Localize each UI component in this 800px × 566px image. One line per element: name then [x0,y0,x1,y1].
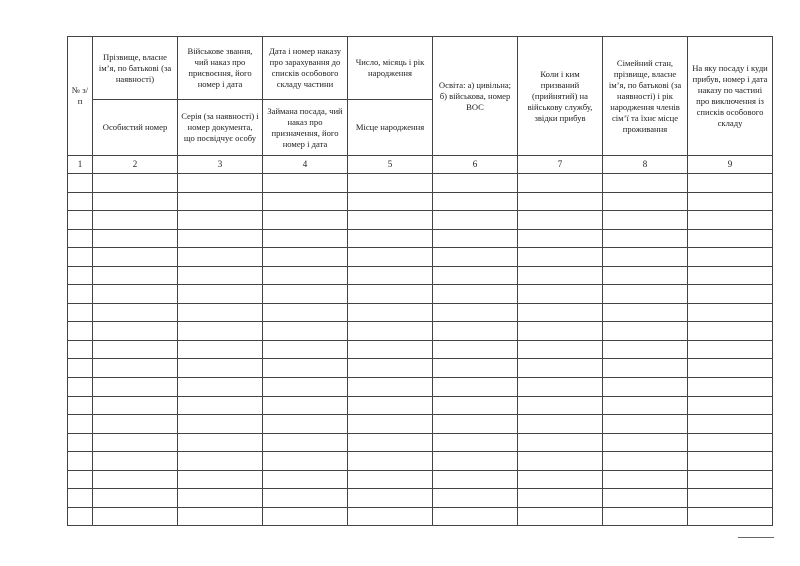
table-cell[interactable] [433,415,518,434]
table-cell[interactable] [68,192,93,211]
table-cell[interactable] [603,396,688,415]
header-enrollment-order: Дата і номер наказу про зарахування до списків особового складу частини [263,37,348,100]
table-cell[interactable] [603,248,688,267]
header-military-rank: Військове звання, чий наказ про присвоєння, його номер і дата [178,37,263,100]
table-cell[interactable] [688,507,773,526]
table-row [68,507,773,526]
header-education: Освіта: а) цивільна; б) військова, номер ВОС [433,37,518,156]
table-cell[interactable] [433,378,518,397]
table-cell[interactable] [688,229,773,248]
table-cell[interactable] [603,470,688,489]
table-cell[interactable] [348,470,433,489]
header-row-top [68,37,773,100]
table-cell[interactable] [68,322,93,341]
table-cell[interactable] [603,174,688,193]
table-cell[interactable] [93,340,178,359]
personnel-register-table [67,36,773,526]
table-cell[interactable] [688,192,773,211]
table-cell[interactable] [178,359,263,378]
table-cell[interactable] [688,266,773,285]
table-cell[interactable] [348,396,433,415]
table-cell[interactable] [433,229,518,248]
table-cell[interactable] [603,433,688,452]
table-cell[interactable] [348,378,433,397]
table-row [68,322,773,341]
table-cell[interactable] [688,470,773,489]
table-cell[interactable] [348,211,433,230]
table-cell[interactable] [93,489,178,508]
table-cell[interactable] [178,470,263,489]
table-cell[interactable] [518,396,603,415]
table-cell[interactable] [93,396,178,415]
table-cell[interactable] [348,322,433,341]
table-cell[interactable] [688,303,773,322]
table-cell[interactable] [518,489,603,508]
header-id-document: Серія (за наявності) і номер документа, що посвідчує особу [178,100,263,156]
table-cell[interactable] [263,285,348,304]
table-cell[interactable] [433,266,518,285]
table-cell[interactable] [263,433,348,452]
table-cell[interactable] [433,174,518,193]
table-cell[interactable] [433,489,518,508]
table-cell[interactable] [433,359,518,378]
table-cell[interactable] [263,452,348,471]
table-cell[interactable] [93,433,178,452]
table-cell[interactable] [263,359,348,378]
header-family-status: Сімейний стан, прізвище, власне ім’я, по батькові (за наявності) і рік народження членів сім’ї та їхнє місце проживання [603,37,688,156]
table-row [68,229,773,248]
table-cell[interactable] [348,359,433,378]
table-cell[interactable] [68,229,93,248]
table-row [68,285,773,304]
table-cell[interactable] [93,470,178,489]
table-cell[interactable] [93,303,178,322]
table-cell[interactable] [433,396,518,415]
table-cell[interactable] [688,378,773,397]
table-cell[interactable] [68,452,93,471]
table-cell[interactable] [178,340,263,359]
table-row [68,470,773,489]
table-cell[interactable] [68,266,93,285]
table-cell[interactable] [263,248,348,267]
table-cell[interactable] [518,248,603,267]
column-number: 4 [263,156,348,174]
table-cell[interactable] [603,211,688,230]
table-row [68,433,773,452]
table-cell[interactable] [348,174,433,193]
table-cell[interactable] [68,174,93,193]
table-row [68,340,773,359]
table-cell[interactable] [263,489,348,508]
table-cell[interactable] [93,174,178,193]
table-cell[interactable] [688,489,773,508]
table-row [68,489,773,508]
table-cell[interactable] [178,433,263,452]
table-cell[interactable] [603,266,688,285]
table-cell[interactable] [433,322,518,341]
table-cell[interactable] [518,433,603,452]
column-number: 8 [603,156,688,174]
table-cell[interactable] [348,192,433,211]
table-cell[interactable] [518,415,603,434]
header-col-number: № з/п [68,37,93,156]
table-row [68,248,773,267]
table-cell[interactable] [688,340,773,359]
table-row [68,415,773,434]
table-row [68,452,773,471]
table-cell[interactable] [68,303,93,322]
table-cell[interactable] [603,340,688,359]
table-cell[interactable] [348,248,433,267]
table-cell[interactable] [688,433,773,452]
table-cell[interactable] [433,303,518,322]
table-cell[interactable] [518,192,603,211]
table-cell[interactable] [348,507,433,526]
table-row [68,303,773,322]
table-cell[interactable] [348,229,433,248]
table-cell[interactable] [348,433,433,452]
table-cell[interactable] [688,211,773,230]
table-cell[interactable] [93,248,178,267]
table-cell[interactable] [518,359,603,378]
table-cell[interactable] [518,303,603,322]
table-cell[interactable] [433,452,518,471]
table-cell[interactable] [518,340,603,359]
table-row [68,266,773,285]
header-conscription: Коли і ким призваний (прийнятий) на військову службу, звідки прибув [518,37,603,156]
table-cell[interactable] [433,192,518,211]
table-cell[interactable] [263,192,348,211]
column-number: 1 [68,156,93,174]
table-cell[interactable] [348,266,433,285]
table-row [68,211,773,230]
table-cell[interactable] [348,340,433,359]
page-footer-line [738,537,774,538]
table-cell[interactable] [518,322,603,341]
table-row [68,378,773,397]
header-full-name: Прізвище, власне ім’я, по батькові (за наявності) [93,37,178,100]
header-birth-place: Місце народження [348,100,433,156]
table-row [68,192,773,211]
table-cell[interactable] [178,489,263,508]
table-cell[interactable] [93,415,178,434]
table-cell[interactable] [348,285,433,304]
table-cell[interactable] [603,507,688,526]
table-cell[interactable] [93,192,178,211]
column-number: 6 [433,156,518,174]
table-row [68,359,773,378]
table-cell[interactable] [68,489,93,508]
header-position: Займана посада, чий наказ про призначення, його номер і дата [263,100,348,156]
table-cell[interactable] [178,452,263,471]
table-cell[interactable] [348,415,433,434]
table-cell[interactable] [688,452,773,471]
table-cell[interactable] [603,378,688,397]
table-cell[interactable] [263,415,348,434]
table-cell[interactable] [263,174,348,193]
table-cell[interactable] [688,248,773,267]
table-cell[interactable] [603,192,688,211]
table-cell[interactable] [93,322,178,341]
table-cell[interactable] [433,470,518,489]
table-cell[interactable] [688,396,773,415]
table-cell[interactable] [93,229,178,248]
table-cell[interactable] [433,211,518,230]
column-number: 3 [178,156,263,174]
table-row [68,396,773,415]
table-cell[interactable] [178,378,263,397]
table-cell[interactable] [178,192,263,211]
table-cell[interactable] [433,507,518,526]
table-cell[interactable] [263,340,348,359]
column-number: 9 [688,156,773,174]
table-cell[interactable] [263,229,348,248]
table-cell[interactable] [263,396,348,415]
table-cell[interactable] [68,415,93,434]
table-cell[interactable] [68,285,93,304]
table-cell[interactable] [603,452,688,471]
table-cell[interactable] [178,174,263,193]
header-departure: На яку посаду і куди прибув, номер і дата наказу по частині про виключення із списків особового складу [688,37,773,156]
table-cell[interactable] [263,507,348,526]
table-cell[interactable] [603,285,688,304]
column-number-row [68,156,773,174]
table-cell[interactable] [688,322,773,341]
table-cell[interactable] [603,415,688,434]
table-cell[interactable] [178,211,263,230]
table-cell[interactable] [68,378,93,397]
table-cell[interactable] [518,378,603,397]
header-birth-date: Число, місяць і рік народження [348,37,433,100]
table-cell[interactable] [68,359,93,378]
table-cell[interactable] [178,322,263,341]
table-cell[interactable] [178,303,263,322]
table-cell[interactable] [518,452,603,471]
table-cell[interactable] [518,174,603,193]
column-number: 2 [93,156,178,174]
table-cell[interactable] [93,452,178,471]
table-cell[interactable] [263,266,348,285]
header-personal-number: Особистий номер [93,100,178,156]
table-cell[interactable] [93,211,178,230]
table-cell[interactable] [68,396,93,415]
table-cell[interactable] [178,415,263,434]
table-cell[interactable] [263,322,348,341]
table-cell[interactable] [433,340,518,359]
table-row [68,174,773,193]
table-cell[interactable] [178,248,263,267]
table-cell[interactable] [518,211,603,230]
table-cell[interactable] [603,303,688,322]
table-cell[interactable] [518,229,603,248]
table-cell[interactable] [93,359,178,378]
table-cell[interactable] [518,470,603,489]
table-cell[interactable] [603,229,688,248]
table-cell[interactable] [178,396,263,415]
table-cell[interactable] [688,415,773,434]
table-cell[interactable] [348,452,433,471]
table-cell[interactable] [688,174,773,193]
table-cell[interactable] [688,359,773,378]
table-cell[interactable] [348,303,433,322]
table-cell[interactable] [93,266,178,285]
table-cell[interactable] [68,433,93,452]
table-cell[interactable] [178,507,263,526]
table-cell[interactable] [93,378,178,397]
table-cell[interactable] [518,285,603,304]
table-cell[interactable] [68,248,93,267]
table-cell[interactable] [603,322,688,341]
table-cell[interactable] [178,285,263,304]
table-cell[interactable] [433,433,518,452]
table-cell[interactable] [68,470,93,489]
column-number: 5 [348,156,433,174]
table-cell[interactable] [68,507,93,526]
table-cell[interactable] [263,303,348,322]
column-number: 7 [518,156,603,174]
table-cell[interactable] [178,266,263,285]
table-cell[interactable] [433,285,518,304]
table-cell[interactable] [68,340,93,359]
table-cell[interactable] [263,211,348,230]
table-cell[interactable] [263,470,348,489]
table-cell[interactable] [348,489,433,508]
table-cell[interactable] [603,489,688,508]
table-cell[interactable] [93,285,178,304]
table-cell[interactable] [518,507,603,526]
table-cell[interactable] [603,359,688,378]
table-cell[interactable] [68,211,93,230]
table-cell[interactable] [518,266,603,285]
table-cell[interactable] [178,229,263,248]
table-cell[interactable] [263,378,348,397]
table-cell[interactable] [688,285,773,304]
table-cell[interactable] [433,248,518,267]
table-cell[interactable] [93,507,178,526]
